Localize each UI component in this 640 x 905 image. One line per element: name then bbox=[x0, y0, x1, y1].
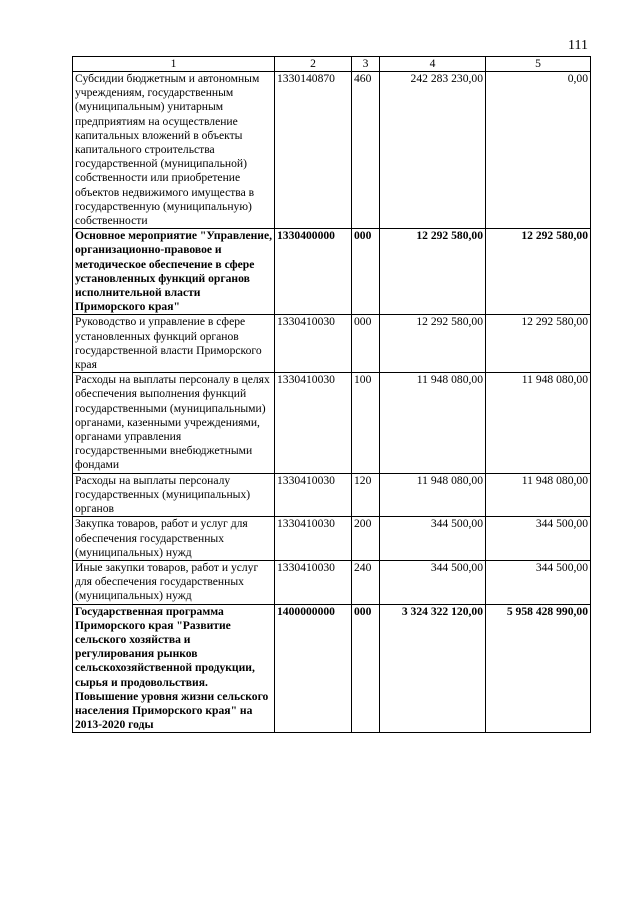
row-name: Расходы на выплаты персоналу государственных (муниципальных) органов bbox=[73, 473, 275, 517]
table-row bbox=[73, 229, 591, 315]
row-name: Закупка товаров, работ и услуг для обеспечения государственных (муниципальных) нужд bbox=[73, 517, 275, 561]
row-code: 1330140870 bbox=[275, 72, 352, 229]
row-sum-2: 5 958 428 990,00 bbox=[486, 604, 591, 733]
row-kind: 000 bbox=[352, 604, 380, 733]
table-row bbox=[73, 373, 591, 473]
row-sum-1: 11 948 080,00 bbox=[380, 373, 486, 473]
row-sum-2: 11 948 080,00 bbox=[486, 473, 591, 517]
row-sum-1: 11 948 080,00 bbox=[380, 473, 486, 517]
column-header-1: 1 bbox=[73, 57, 275, 72]
table-row bbox=[73, 560, 591, 604]
row-code: 1330410030 bbox=[275, 373, 352, 473]
row-kind: 000 bbox=[352, 229, 380, 315]
row-sum-1: 344 500,00 bbox=[380, 517, 486, 561]
column-header-2: 2 bbox=[275, 57, 352, 72]
row-code: 1330410030 bbox=[275, 560, 352, 604]
table-row bbox=[73, 315, 591, 373]
row-kind: 120 bbox=[352, 473, 380, 517]
row-name: Иные закупки товаров, работ и услуг для обеспечения государственных (муниципальных) нужд bbox=[73, 560, 275, 604]
row-code: 1400000000 bbox=[275, 604, 352, 733]
row-name: Руководство и управление в сфере установленных функций органов государственной власти Приморского края bbox=[73, 315, 275, 373]
row-kind: 460 bbox=[352, 72, 380, 229]
row-sum-2: 344 500,00 bbox=[486, 517, 591, 561]
row-code: 1330410030 bbox=[275, 517, 352, 561]
table-row bbox=[73, 517, 591, 561]
header-row bbox=[73, 57, 591, 72]
column-header-3: 3 bbox=[352, 57, 380, 72]
row-code: 1330410030 bbox=[275, 473, 352, 517]
page-number: 111 bbox=[568, 38, 588, 53]
table-row bbox=[73, 72, 591, 229]
row-kind: 000 bbox=[352, 315, 380, 373]
row-sum-1: 344 500,00 bbox=[380, 560, 486, 604]
row-name: Основное мероприятие "Управление, организационно-правовое и методическое обеспечение в сфере установленных функций органов исполнительной власти Приморского края" bbox=[73, 229, 275, 315]
table-row bbox=[73, 604, 591, 733]
table-row bbox=[73, 473, 591, 517]
row-name: Государственная программа Приморского края "Развитие сельского хозяйства и регулирования рынков сельскохозяйственной продукции, сырья и продовольствия. Повышение уровня жизни сельского населения Приморского края" на 2013-2020 годы bbox=[73, 604, 275, 733]
row-kind: 240 bbox=[352, 560, 380, 604]
row-kind: 100 bbox=[352, 373, 380, 473]
row-sum-2: 0,00 bbox=[486, 72, 591, 229]
column-header-4: 4 bbox=[380, 57, 486, 72]
row-sum-1: 3 324 322 120,00 bbox=[380, 604, 486, 733]
row-sum-2: 11 948 080,00 bbox=[486, 373, 591, 473]
row-sum-2: 12 292 580,00 bbox=[486, 315, 591, 373]
row-sum-1: 12 292 580,00 bbox=[380, 229, 486, 315]
row-sum-2: 12 292 580,00 bbox=[486, 229, 591, 315]
row-sum-1: 12 292 580,00 bbox=[380, 315, 486, 373]
row-code: 1330400000 bbox=[275, 229, 352, 315]
column-header-5: 5 bbox=[486, 57, 591, 72]
row-kind: 200 bbox=[352, 517, 380, 561]
row-name: Субсидии бюджетным и автономным учреждениям, государственным (муниципальным) унитарным предприятиям на осуществление капитальных вложений в объекты капитального строительства государственной (муниципальной) собственности или приобретение объектов недвижимого имущества в государственную (муниципальную) собственности bbox=[73, 72, 275, 229]
row-sum-1: 242 283 230,00 bbox=[380, 72, 486, 229]
row-sum-2: 344 500,00 bbox=[486, 560, 591, 604]
row-code: 1330410030 bbox=[275, 315, 352, 373]
budget-table bbox=[72, 56, 591, 733]
row-name: Расходы на выплаты персоналу в целях обеспечения выполнения функций государственными (муниципальными) органами, казенными учреждениями, органами управления государственными внебюджетными фондами bbox=[73, 373, 275, 473]
